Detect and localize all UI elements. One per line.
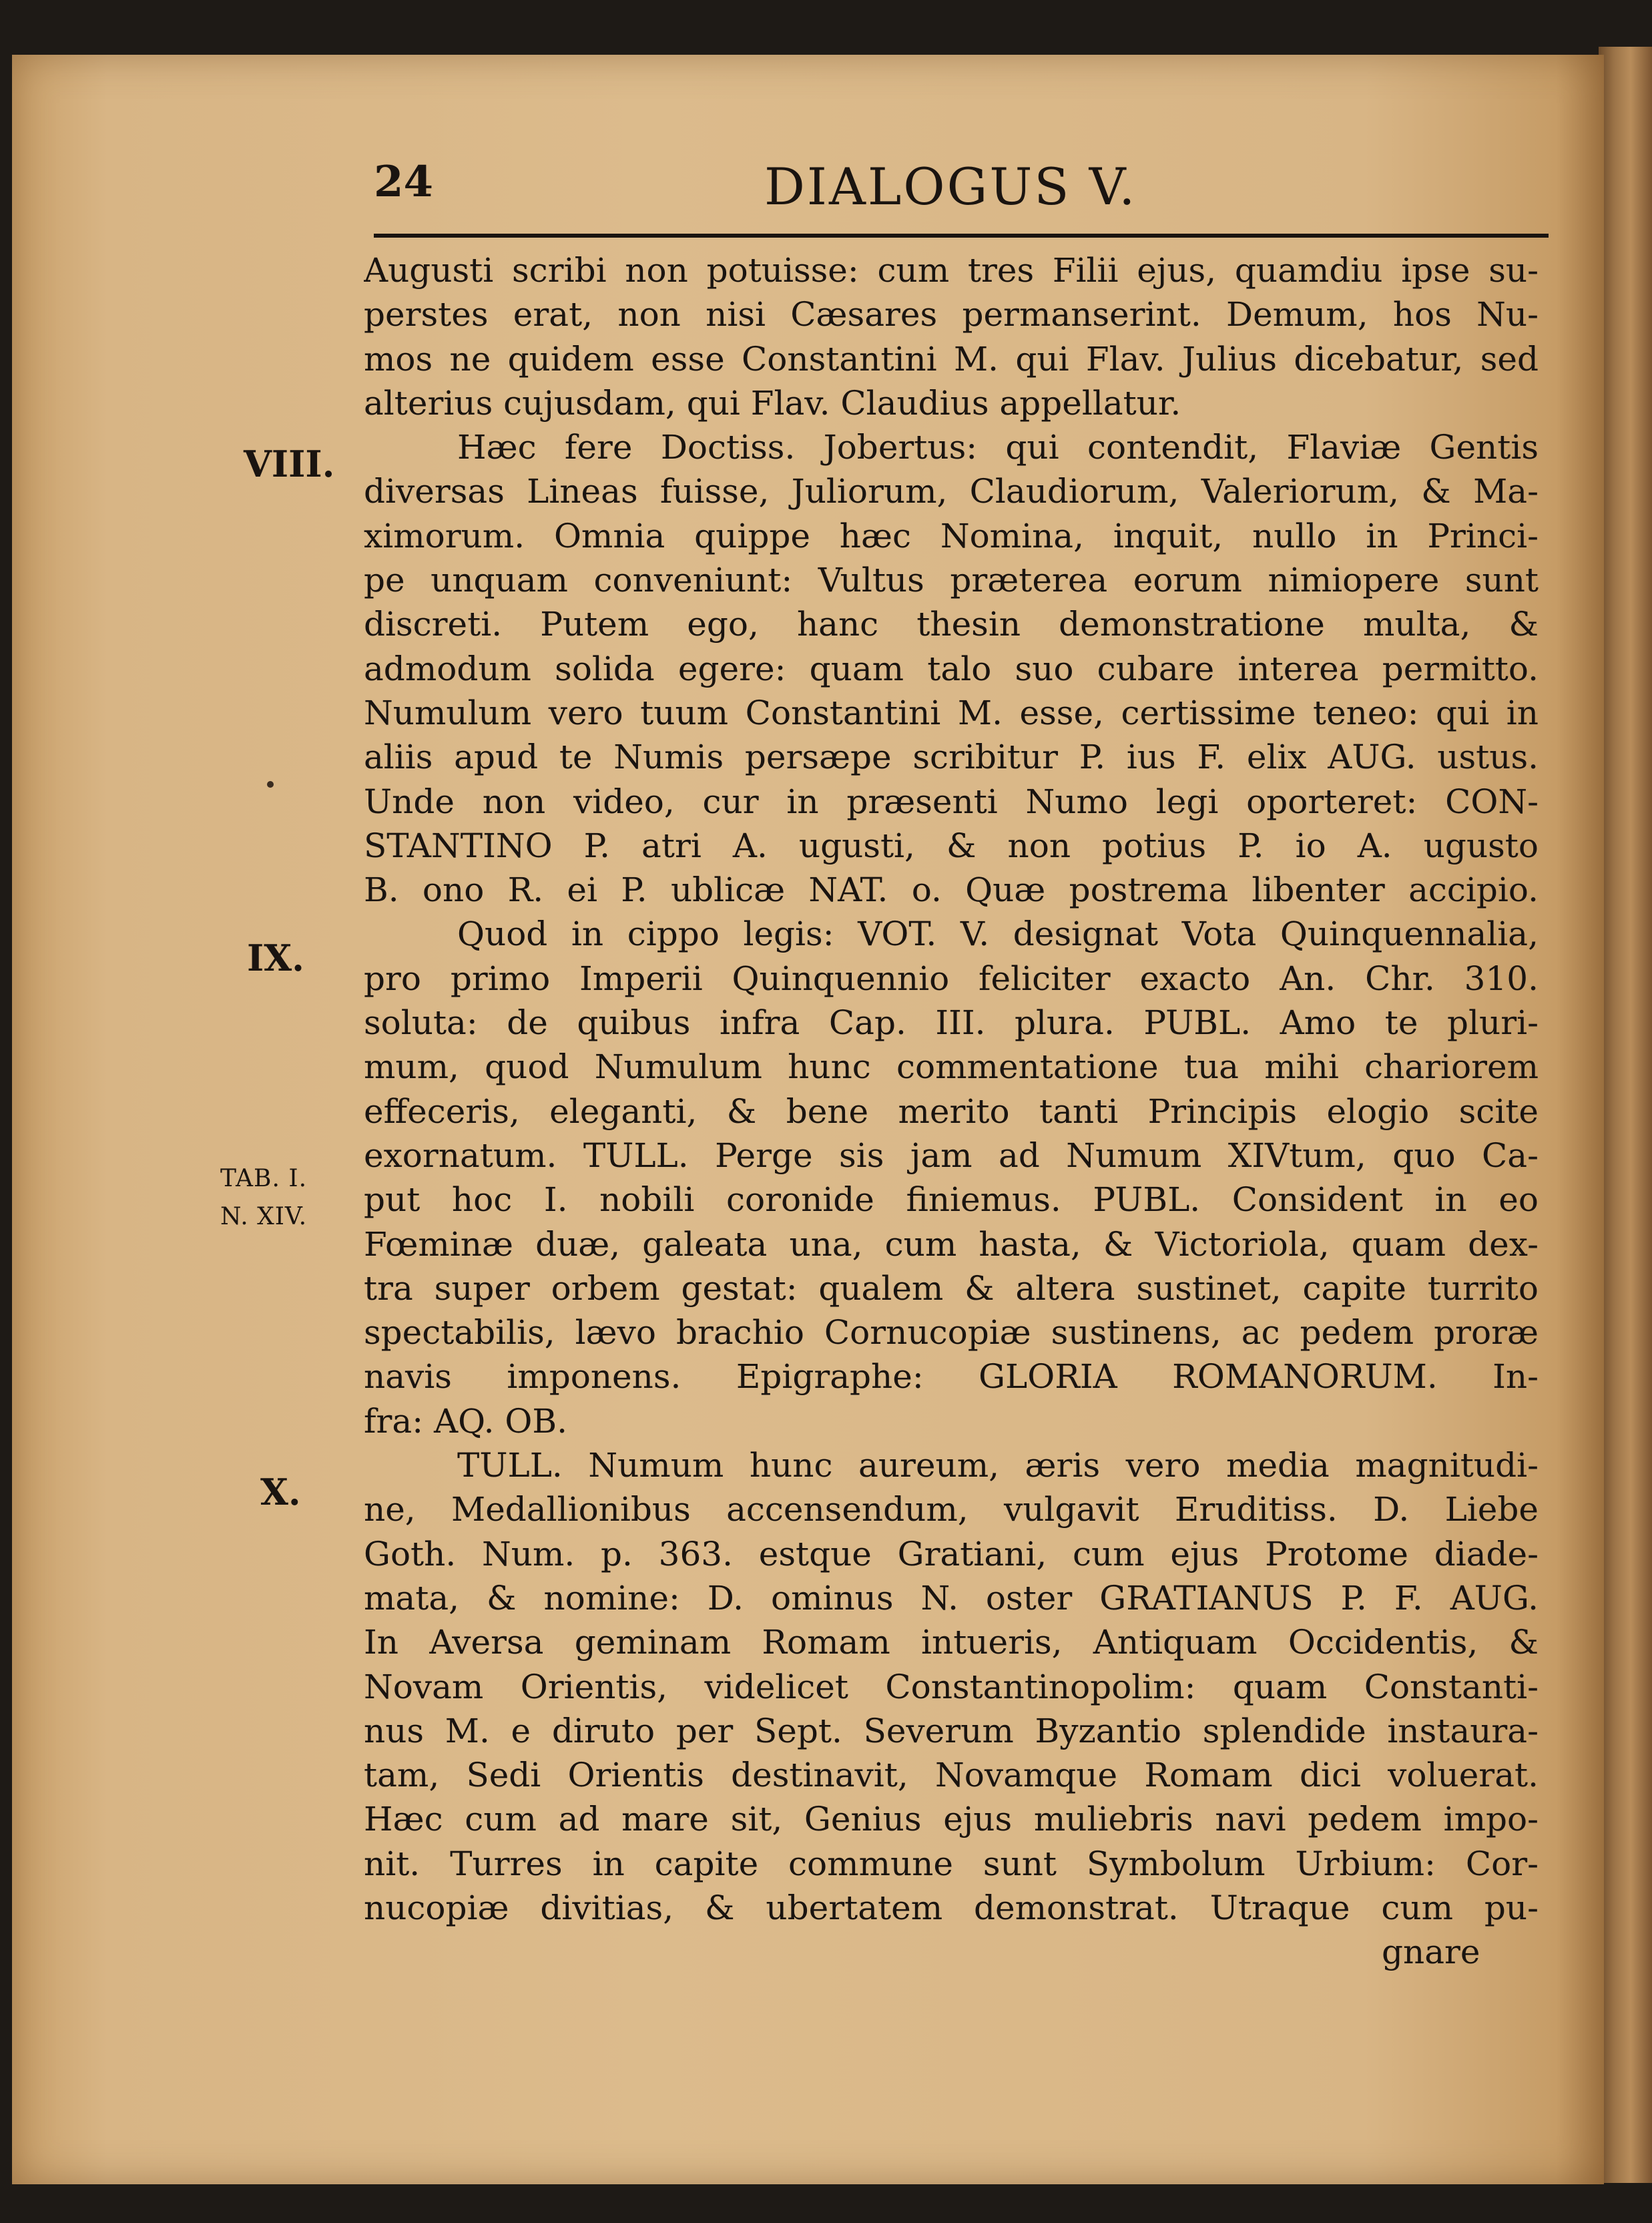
margin-mark [267, 781, 274, 788]
text-line: TULL. Numum hunc aureum, æris vero media magnitudi- [457, 1446, 1539, 1485]
text-line: aliis apud te Numis persæpe scribitur P. ius F. elix AUG. ustus. [364, 738, 1539, 777]
text-line: mum, quod Numulum hunc commentatione tua mihi chariorem [364, 1047, 1539, 1087]
text-line: nus M. e diruto per Sept. Severum Byzantio splendide instaura- [364, 1711, 1539, 1750]
text-line: tam, Sedi Orientis destinavit, Novamque Romam dici voluerat. [364, 1756, 1539, 1795]
text-line: Numulum vero tuum Constantini M. esse, certissime teneo: qui in [364, 693, 1539, 732]
margin-note-tab: TAB. I. [220, 1165, 308, 1192]
body-text [364, 248, 1539, 1975]
text-line: mos ne quidem esse Constantini M. qui Flav. Julius dicebatur, sed [364, 339, 1539, 379]
catchword: gnare [1382, 1933, 1480, 1972]
text-line: ne, Medallionibus accensendum, vulgavit Eruditiss. D. Liebe [364, 1490, 1539, 1529]
text-line: spectabilis, lævo brachio Cornucopiæ sustinens, ac pedem proræ [364, 1313, 1539, 1352]
text-line: Quod in cippo legis: VOT. V. designat Vota Quinquennalia, [457, 915, 1539, 954]
text-line: Unde non video, cur in præsenti Numo legi oporteret: CON- [364, 782, 1539, 821]
text-line: put hoc I. nobili coronide finiemus. PUBL. Consident in eo [364, 1180, 1539, 1220]
text-line: soluta: de quibus infra Cap. III. plura. PUBL. Amo te pluri- [364, 1003, 1539, 1043]
text-line: Fœminæ duæ, galeata una, cum hasta, & Victoriola, quam dex- [364, 1224, 1539, 1264]
text-line: Novam Orientis, videlicet Constantinopolim: quam Constanti- [364, 1667, 1539, 1706]
text-line: nit. Turres in capite commune sunt Symbolum Urbium: Cor- [364, 1844, 1539, 1883]
text-line: tra super orbem gestat: qualem & altera sustinet, capite turrito [364, 1268, 1539, 1308]
text-line: effeceris, eleganti, & bene merito tanti Principis elogio scite [364, 1091, 1539, 1131]
text-line: Hæc cum ad mare sit, Genius ejus muliebris navi pedem impo- [364, 1800, 1539, 1839]
text-line: STANTINO P. atri A. ugusti, & non potius P. io A. ugusto [364, 826, 1539, 865]
margin-note-x: X. [260, 1471, 301, 1513]
text-line: Goth. Num. p. 363. estque Gratiani, cum ejus Protome diade- [364, 1534, 1539, 1573]
text-line: alterius cujusdam, qui Flav. Claudius appellatur. [364, 383, 1181, 423]
text-line: fra: AQ. OB. [364, 1401, 567, 1441]
text-line: ximorum. Omnia quippe hæc Nomina, inquit, nullo in Princi- [364, 516, 1539, 555]
running-title: DIALOGUS V. [764, 157, 1137, 216]
page-header [374, 157, 1549, 224]
text-line: B. ono R. ei P. ublicæ NAT. o. Quæ postrema libenter accipio. [364, 871, 1539, 910]
text-line: discreti. Putem ego, hanc thesin demonstratione multa, & [364, 605, 1539, 644]
text-line: mata, & nomine: D. ominus N. oster GRATIANUS P. F. AUG. [364, 1578, 1539, 1618]
text-line: nucopiæ divitias, & ubertatem demonstrat. Utraque cum pu- [364, 1888, 1539, 1927]
text-line: In Aversa geminam Romam intueris, Antiquam Occidentis, & [364, 1623, 1539, 1662]
text-line: perstes erat, non nisi Cæsares permanserint. Demum, hos Nu- [364, 295, 1539, 334]
text-line: admodum solida egere: quam talo suo cubare interea permitto. [364, 649, 1539, 688]
catchword-line [364, 1930, 1539, 1974]
text-line: pe unquam conveniunt: Vultus præterea eorum nimiopere sunt [364, 561, 1539, 600]
text-line: exornatum. TULL. Perge sis jam ad Numum XIVtum, quo Ca- [364, 1136, 1539, 1175]
text-line: diversas Lineas fuisse, Juliorum, Claudiorum, Valeriorum, & Ma- [364, 472, 1539, 511]
text-line: pro primo Imperii Quinquennio feliciter exacto An. Chr. 310. [364, 959, 1539, 998]
text-line: navis imponens. Epigraphe: GLORIA ROMANORUM. In- [364, 1357, 1539, 1397]
text-line: Hæc fere Doctiss. Jobertus: qui contendit, Flaviæ Gentis [457, 428, 1539, 467]
header-rule [374, 234, 1549, 238]
page-number: 24 [374, 157, 434, 207]
text-line: Augusti scribi non potuisse: cum tres Filii ejus, quamdiu ipse su- [364, 251, 1539, 290]
facing-page-edge [1599, 47, 1652, 2183]
margin-note-num: N. XIV. [220, 1203, 308, 1230]
margin-note-ix: IX. [247, 937, 304, 979]
margin-note-viii: VIII. [244, 443, 335, 485]
